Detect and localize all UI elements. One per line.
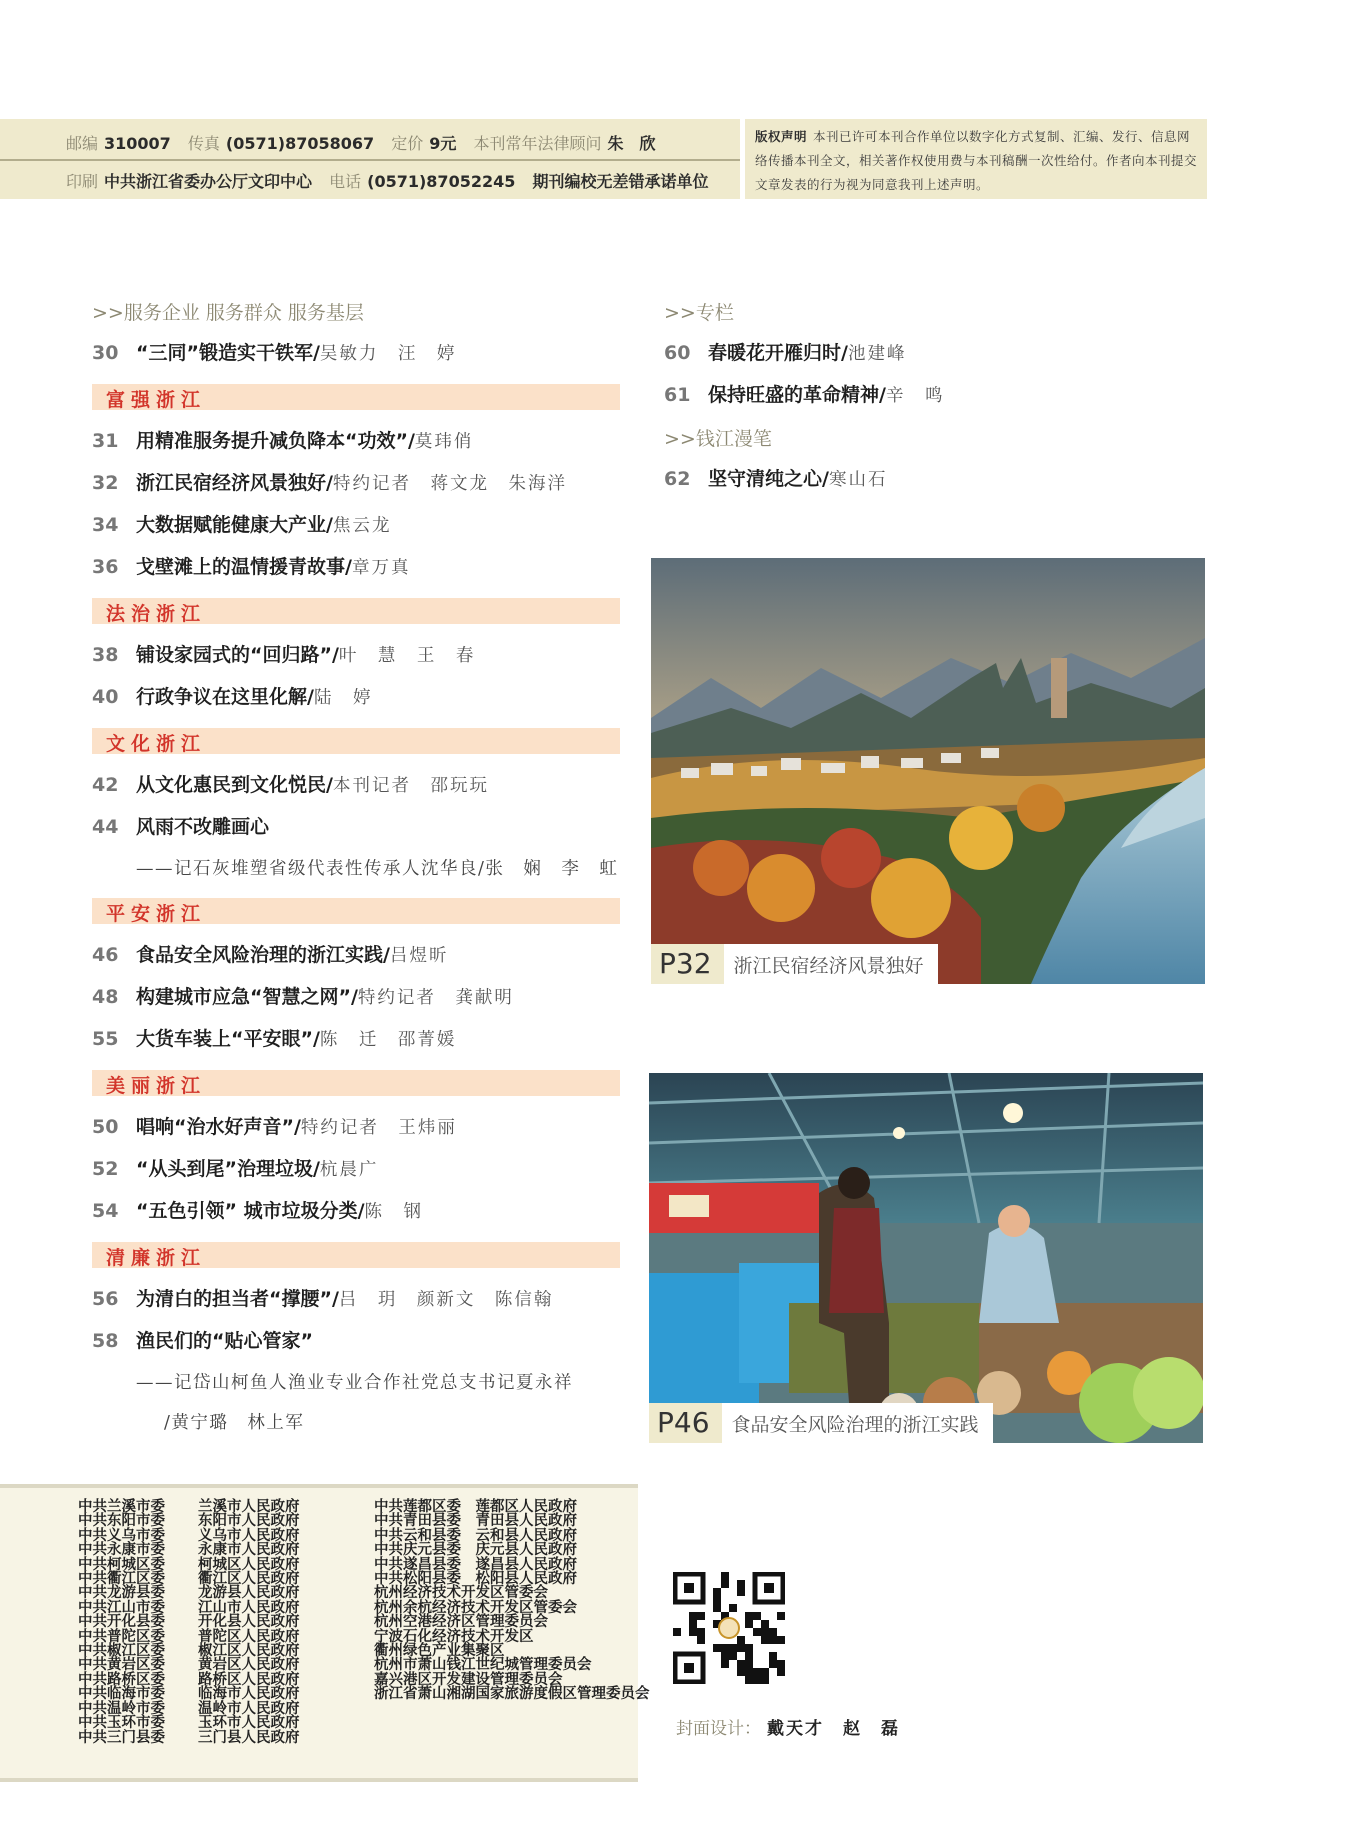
- sponsor-entry: 浙江省萧山湘湖国家旅游度假区管理委员会: [374, 1685, 650, 1703]
- category-fuqiang: 富强浙江: [92, 384, 620, 410]
- sponsor-entry: 中共柯城区委: [78, 1555, 165, 1573]
- section-head-essay: >>钱江漫笔: [664, 428, 772, 450]
- sponsor-entry: 中共松阳县委 松阳县人民政府: [374, 1570, 577, 1588]
- sponsor-entry: 中共玉环市委: [78, 1714, 165, 1732]
- toc-item[interactable]: 62 坚守清纯之心/寒山石: [664, 468, 888, 490]
- sponsor-entry: 中共庆元县委 庆元县人民政府: [374, 1541, 577, 1559]
- sponsor-column-2: [198, 1500, 300, 1745]
- info-divider: [0, 159, 740, 161]
- sponsor-entry: 中共云和县委 云和县人民政府: [374, 1526, 577, 1544]
- sponsor-entry: 中共龙游县委: [78, 1584, 165, 1602]
- sponsor-entry: 椒江区人民政府: [198, 1642, 300, 1660]
- sponsor-entry: 普陀区人民政府: [198, 1627, 300, 1645]
- postcode-label: 邮编: [66, 134, 99, 153]
- sponsor-entry: 临海市人民政府: [198, 1685, 300, 1703]
- fax: (0571)87058067: [225, 134, 375, 153]
- sponsor-entry: 玉环市人民政府: [198, 1714, 300, 1732]
- toc-item[interactable]: 42 从文化惠民到文化悦民/本刊记者 邵玩玩: [92, 774, 489, 796]
- landscape-image: [651, 558, 1205, 984]
- toc-item[interactable]: 48 构建城市应急“智慧之网”/特约记者 龚献明: [92, 986, 514, 1008]
- category-qinglian: 清廉浙江: [92, 1242, 620, 1268]
- toc-item[interactable]: 46 食品安全风险治理的浙江实践/吕煜昕: [92, 944, 449, 966]
- sponsor-entry: 杭州余杭经济技术开发区管委会: [374, 1598, 577, 1616]
- toc-item[interactable]: 30 “三同”锻造实干铁军/吴敏力 汪 婷: [92, 342, 457, 364]
- photo-caption-text: 食品安全风险治理的浙江实践: [731, 1413, 979, 1436]
- toc-item[interactable]: 50 唱响“治水好声音”/特约记者 王炜丽: [92, 1116, 457, 1138]
- sponsor-entry: 中共遂昌县委 遂昌县人民政府: [374, 1555, 577, 1573]
- sponsor-entry: 中共江山市委: [78, 1598, 165, 1616]
- sponsor-entry: 中共义乌市委: [78, 1526, 165, 1544]
- toc-item[interactable]: 38 铺设家园式的“回归路”/叶 慧 王 春: [92, 644, 476, 666]
- photo-caption-text: 浙江民宿经济风景独好: [733, 954, 924, 977]
- toc-item[interactable]: 44 风雨不改雕画心: [92, 816, 270, 838]
- phone: (0571)87052245: [367, 172, 516, 191]
- copyright-notice: [745, 119, 1207, 199]
- sponsor-entry: 龙游县人民政府: [198, 1584, 300, 1602]
- price: 9元: [429, 134, 457, 153]
- category-wenhua: 文化浙江: [92, 728, 620, 754]
- sponsor-entry: 三门县人民政府: [198, 1728, 300, 1746]
- sponsor-entry: 兰溪市人民政府: [198, 1498, 300, 1515]
- sponsor-entry: 中共莲都区委 莲都区人民政府: [374, 1498, 577, 1515]
- sponsor-entry: 中共开化县委: [78, 1613, 165, 1631]
- category-pingan: 平安浙江: [92, 898, 620, 924]
- sponsor-column-1: [78, 1500, 165, 1745]
- copyright-text: 本刊已许可本刊合作单位以数字化方式复制、汇编、发行、信息网络传播本刊全文，相关著作权使用费与本刊稿酬一次性给付。作者向本刊提交文章发表的行为视为同意我刊上述声明。: [755, 129, 1198, 192]
- sponsor-entry: 衢州绿色产业集聚区: [374, 1642, 505, 1660]
- toc-item[interactable]: 58 渔民们的“贴心管家”: [92, 1330, 313, 1352]
- toc-item[interactable]: 54 “五色引领” 城市垃圾分类/陈 钢: [92, 1200, 424, 1222]
- printer: 中共浙江省委办公厅文印中心: [104, 172, 313, 191]
- sponsor-entry: 衢江区人民政府: [198, 1570, 300, 1588]
- sponsor-entry: 杭州市萧山钱江世纪城管理委员会: [374, 1656, 592, 1674]
- toc-item[interactable]: 55 大货车装上“平安眼”/陈 迁 邵菁媛: [92, 1028, 457, 1050]
- market-image: [649, 1073, 1203, 1443]
- toc-item[interactable]: 31 用精准服务提升减负降本“功效”/莫玮俏: [92, 430, 474, 452]
- phone-label: 电话: [329, 172, 362, 191]
- toc-subtitle-author: /黄宁璐 林上军: [164, 1413, 305, 1433]
- photo-market[interactable]: [649, 1073, 1203, 1443]
- printer-label: 印刷: [66, 172, 99, 191]
- photo-page-code: P46: [649, 1403, 722, 1443]
- toc-subtitle: ——记石灰堆塑省级代表性传承人沈华良/张 娴 李 虹: [136, 859, 619, 879]
- photo-landscape[interactable]: [651, 558, 1205, 984]
- sponsor-entry: 嘉兴港区开发建设管理委员会: [374, 1670, 563, 1688]
- sponsor-entry: 中共东阳市委: [78, 1512, 165, 1530]
- sponsor-entry: 路桥区人民政府: [198, 1670, 300, 1688]
- toc-item[interactable]: 36 戈壁滩上的温情援青故事/章万真: [92, 556, 411, 578]
- sponsor-entry: 永康市人民政府: [198, 1541, 300, 1559]
- sponsor-column-3: [374, 1500, 650, 1702]
- toc-item[interactable]: 34 大数据赋能健康大产业/焦云龙: [92, 514, 392, 536]
- category-fazhi: 法治浙江: [92, 598, 620, 624]
- toc-item[interactable]: 52 “从头到尾”治理垃圾/杭晨广: [92, 1158, 379, 1180]
- sponsor-entry: 中共椒江区委: [78, 1642, 165, 1660]
- sponsor-entry: 义乌市人民政府: [198, 1526, 300, 1544]
- sponsor-entry: 宁波石化经济技术开发区: [374, 1627, 534, 1645]
- toc-item[interactable]: 32 浙江民宿经济风景独好/特约记者 蒋文龙 朱海洋: [92, 472, 567, 494]
- quality-note: 期刊编校无差错承诺单位: [532, 172, 709, 191]
- toc-subtitle: ——记岱山柯鱼人渔业专业合作社党总支书记夏永祥: [136, 1373, 573, 1393]
- sponsor-entry: 东阳市人民政府: [198, 1512, 300, 1530]
- sponsor-entry: 中共青田县委 青田县人民政府: [374, 1512, 577, 1530]
- photo-caption: [649, 1403, 993, 1443]
- sponsor-entry: 中共黄岩区委: [78, 1656, 165, 1674]
- toc-item[interactable]: 56 为清白的担当者“撑腰”/吕 玥 颜新文 陈信翰: [92, 1288, 554, 1310]
- copyright-title: 版权声明: [755, 129, 808, 144]
- postcode: 310007: [104, 134, 171, 153]
- photo-caption: [651, 944, 938, 984]
- sponsor-entry: 杭州空港经济区管理委员会: [374, 1613, 548, 1631]
- sponsor-entry: 柯城区人民政府: [198, 1555, 300, 1573]
- sponsor-entry: 温岭市人民政府: [198, 1699, 300, 1717]
- category-meili: 美丽浙江: [92, 1070, 620, 1096]
- cover-designers: 戴天才 赵 磊: [767, 1719, 900, 1739]
- section-head-column: >>专栏: [664, 302, 734, 324]
- sponsor-entry: 开化县人民政府: [198, 1613, 300, 1631]
- lawyer: 朱 欣: [607, 134, 656, 153]
- sponsor-entry: 中共衢江区委: [78, 1570, 165, 1588]
- sponsor-entry: 中共临海市委: [78, 1685, 165, 1703]
- section-head-service: >>服务企业 服务群众 服务基层: [92, 302, 364, 324]
- toc-item[interactable]: 61 保持旺盛的革命精神/辛 鸣: [664, 384, 945, 406]
- info-row-1: [66, 133, 668, 155]
- fax-label: 传真: [187, 134, 220, 153]
- toc-item[interactable]: 60 春暖花开雁归时/池建峰: [664, 342, 907, 364]
- sponsor-entry: 中共永康市委: [78, 1541, 165, 1559]
- sponsor-entry: 杭州经济技术开发区管委会: [374, 1584, 548, 1602]
- sponsor-entry: 中共三门县委: [78, 1728, 165, 1746]
- sponsor-entry: 江山市人民政府: [198, 1598, 300, 1616]
- cover-design-label: 封面设计：: [676, 1719, 761, 1739]
- sponsor-entry: 中共路桥区委: [78, 1670, 165, 1688]
- sponsor-entry: 黄岩区人民政府: [198, 1656, 300, 1674]
- sponsor-entry: 中共兰溪市委: [78, 1498, 165, 1515]
- price-label: 定价: [391, 134, 424, 153]
- lawyer-label: 本刊常年法律顾问: [473, 134, 602, 153]
- toc-item[interactable]: 40 行政争议在这里化解/陆 婷: [92, 686, 373, 708]
- sponsor-entry: 中共普陀区委: [78, 1627, 165, 1645]
- qr-code-icon[interactable]: [673, 1572, 785, 1684]
- cover-design-credit: [676, 1714, 900, 1739]
- photo-page-code: P32: [651, 944, 724, 984]
- info-row-2: [66, 171, 720, 193]
- sponsor-entry: 中共温岭市委: [78, 1699, 165, 1717]
